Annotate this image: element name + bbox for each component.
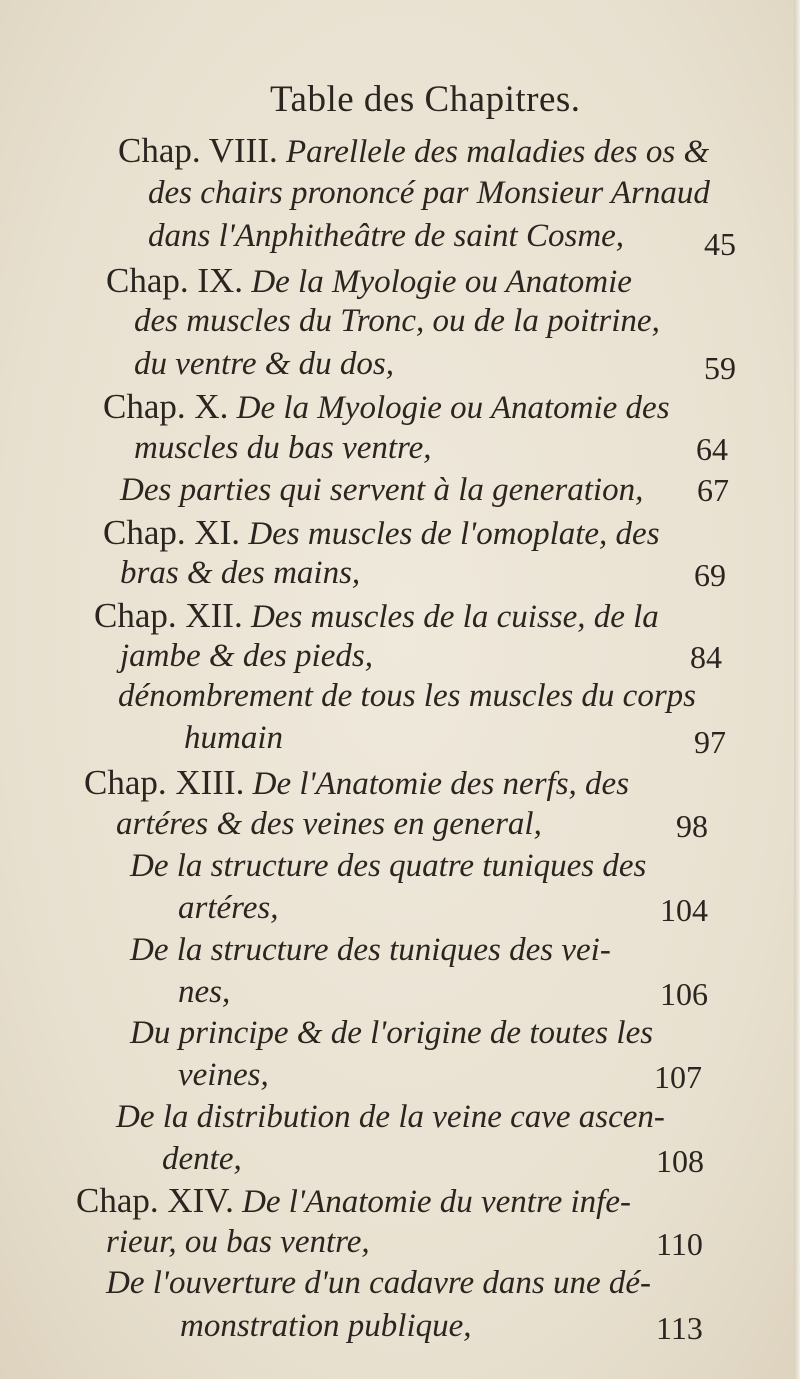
- page-number: 98: [676, 808, 708, 844]
- toc-entry-line: Du principe & de l'origine de toutes les: [130, 1015, 654, 1051]
- chapter-title: De l'Anatomie des nerfs, des: [252, 766, 630, 802]
- chapter-label: Chap. XI.: [103, 513, 241, 552]
- chapter-title: Des muscles de l'omoplate, des: [248, 516, 660, 552]
- toc-entry-line: [103, 515, 660, 551]
- toc-entry-line: des muscles du Tronc, ou de la poitrine,: [134, 303, 660, 339]
- page-number: 107: [654, 1059, 702, 1095]
- toc-entry-line: De l'ouverture d'un cadavre dans une dé-: [106, 1265, 652, 1301]
- page-number: 59: [704, 350, 736, 386]
- page-number: 106: [660, 976, 708, 1012]
- chapter-label: Chap. XII.: [94, 596, 243, 635]
- toc-entry-line: artéres & des veines en general,: [116, 806, 542, 842]
- page-number: 113: [656, 1310, 703, 1346]
- toc-entry-line: des chairs prononcé par Monsieur Arnaud: [148, 175, 710, 211]
- toc-entry-line: [84, 765, 629, 801]
- page-number: 45: [704, 226, 736, 262]
- page-header: Table des Chapitres.: [270, 79, 581, 120]
- page-edge: [794, 0, 800, 1379]
- toc-entry-line: De la structure des tuniques des vei-: [130, 932, 611, 968]
- chapter-label: Chap. IX.: [106, 261, 244, 300]
- page-number: 97: [694, 724, 726, 760]
- toc-entry-line: dénombrement de tous les muscles du corps: [118, 678, 697, 714]
- toc-entry-line: [106, 263, 632, 299]
- toc-entry-line: muscles du bas ventre,: [134, 430, 432, 466]
- toc-entry-line: Des parties qui servent à la generation,: [120, 472, 644, 508]
- chapter-title: De la Myologie ou Anatomie des: [236, 390, 670, 426]
- toc-entry-line: veines,: [178, 1057, 269, 1093]
- page-number: 69: [694, 557, 726, 593]
- page-number: 104: [660, 892, 708, 928]
- toc-entry-line: De la structure des quatre tuniques des: [130, 848, 647, 884]
- toc-entry-line: monstration publique,: [180, 1308, 472, 1344]
- toc-entry-line: [103, 389, 670, 425]
- toc-entry-line: nes,: [178, 974, 231, 1010]
- toc-entry-line: jambe & des pieds,: [120, 638, 373, 674]
- toc-entry-line: [118, 133, 709, 169]
- chapter-title: Des muscles de la cuisse, de la: [250, 599, 659, 635]
- toc-entry-line: dans l'Anphitheâtre de saint Cosme,: [148, 218, 625, 254]
- chapter-label: Chap. X.: [103, 387, 229, 426]
- toc-entry-line: [76, 1183, 631, 1219]
- toc-entry-line: [94, 598, 659, 634]
- chapter-title: Parellele des maladies des os &: [286, 134, 710, 170]
- toc-entry-line: dente,: [162, 1141, 242, 1177]
- toc-entry-line: humain: [184, 720, 283, 756]
- page-number: 110: [656, 1226, 703, 1262]
- chapter-title: De la Myologie ou Anatomie: [251, 264, 632, 300]
- toc-entry-line: du ventre & du dos,: [134, 346, 394, 382]
- toc-entry-line: rieur, ou bas ventre,: [106, 1224, 370, 1260]
- page-number: 67: [697, 472, 729, 508]
- chapter-label: Chap. XIII.: [84, 763, 245, 802]
- toc-entry-line: De la distribution de la veine cave ascen-: [116, 1099, 665, 1135]
- toc-entry-line: bras & des mains,: [120, 555, 361, 591]
- chapter-title: De l'Anatomie du ventre infe-: [242, 1184, 631, 1220]
- page-number: 108: [656, 1143, 704, 1179]
- toc-entry-line: artéres,: [178, 890, 279, 926]
- page-number: 84: [690, 639, 722, 675]
- chapter-label: Chap. VIII.: [118, 131, 278, 170]
- chapter-label: Chap. XIV.: [76, 1181, 234, 1220]
- page-number: 64: [696, 431, 728, 467]
